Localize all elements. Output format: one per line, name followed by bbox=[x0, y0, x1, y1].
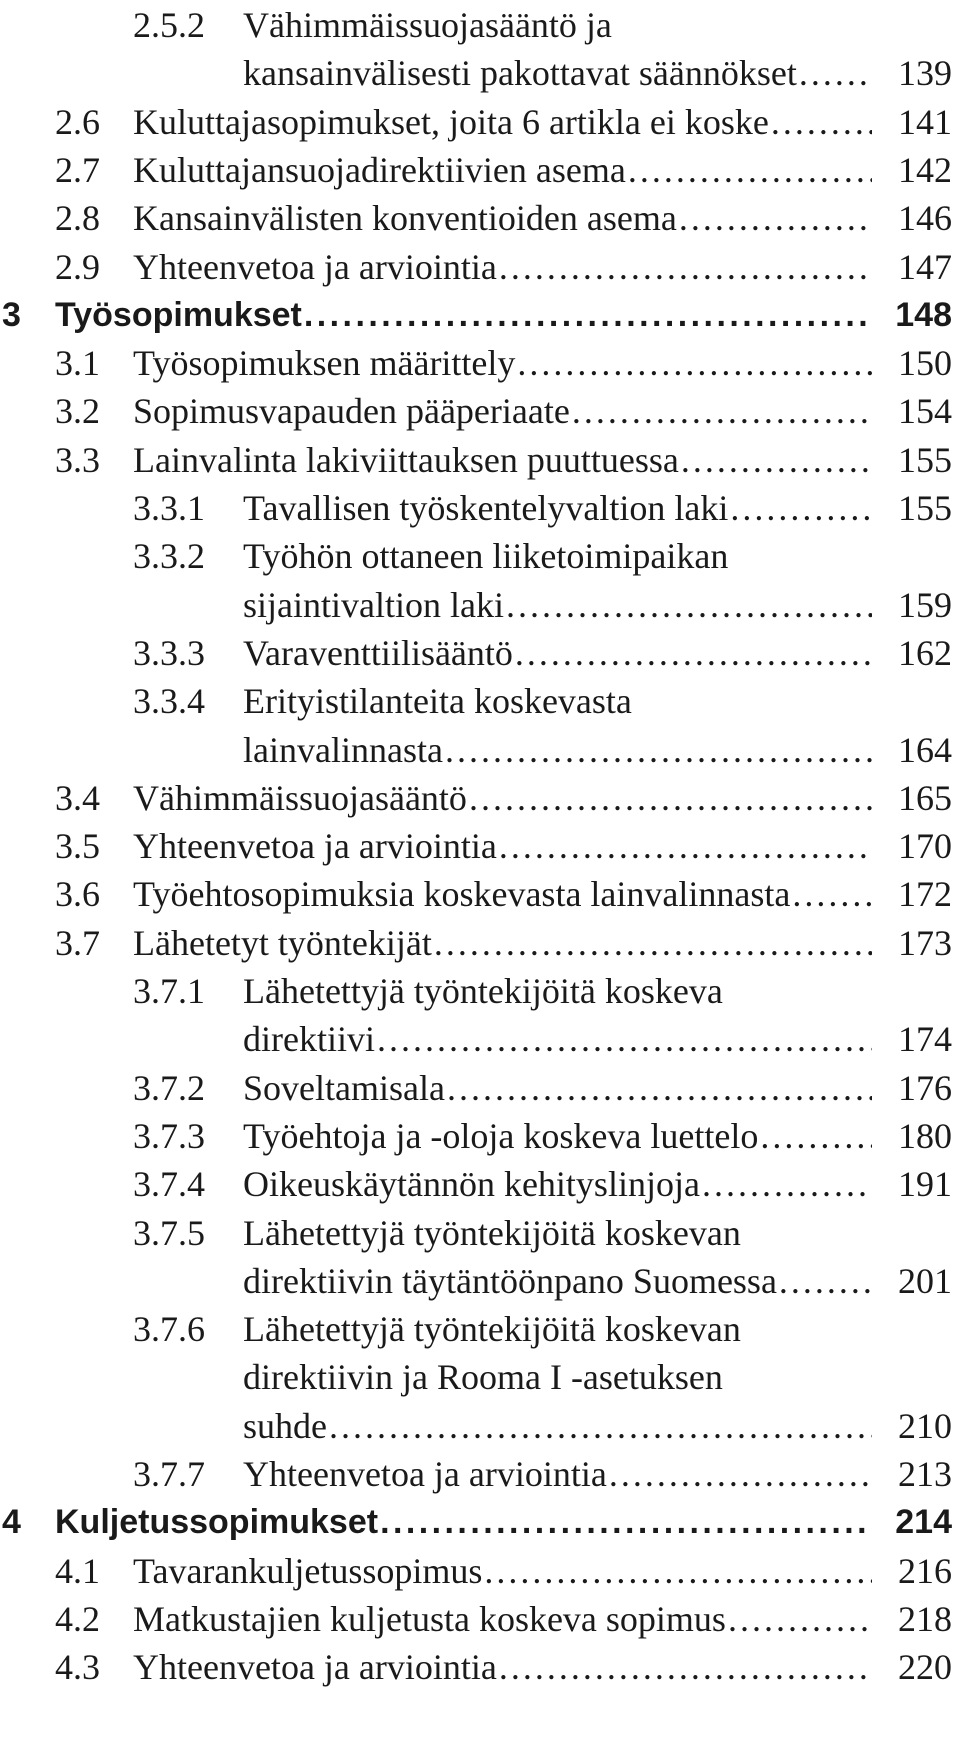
toc-line bbox=[0, 0, 960, 50]
toc-page-number: 147 bbox=[898, 246, 952, 287]
dot-leader bbox=[728, 483, 872, 533]
toc-title: Työehtosopimuksia koskevasta lainvalinnasta bbox=[133, 874, 791, 915]
dot-leader bbox=[513, 628, 872, 678]
toc-line bbox=[0, 869, 960, 919]
toc-page-number: 176 bbox=[898, 1067, 952, 1108]
toc-title: Lähetettyjä työntekijöitä koskevan bbox=[243, 1309, 741, 1350]
toc-title-wrap bbox=[243, 1304, 872, 1354]
toc-line bbox=[0, 435, 960, 485]
toc-title-wrap bbox=[243, 1111, 872, 1161]
toc-title-wrap bbox=[133, 145, 872, 195]
dot-leader bbox=[327, 1401, 872, 1451]
toc-title-wrap bbox=[133, 773, 872, 823]
toc-number: 4.1 bbox=[55, 1550, 100, 1591]
toc-title: Sopimusvapauden pääperiaate bbox=[133, 391, 570, 432]
toc-line bbox=[0, 628, 960, 678]
toc-line bbox=[0, 1208, 960, 1258]
toc-page-number: 172 bbox=[898, 874, 952, 915]
toc-line bbox=[0, 1063, 960, 1113]
toc-title: Työehtoja ja -oloja koskeva luettelo bbox=[243, 1115, 759, 1156]
toc-line bbox=[0, 1642, 960, 1692]
toc-number: 4.3 bbox=[55, 1647, 100, 1688]
dot-leader bbox=[504, 580, 872, 630]
toc-title-wrap bbox=[243, 1159, 872, 1209]
toc-line bbox=[0, 821, 960, 871]
dot-leader bbox=[497, 242, 872, 292]
toc-title-wrap bbox=[133, 242, 872, 292]
toc-number: 3.7.3 bbox=[133, 1115, 205, 1156]
toc-number: 3.3.2 bbox=[133, 536, 205, 577]
toc-title: Työhön ottaneen liiketoimipaikan bbox=[243, 536, 729, 577]
toc-page-number: 148 bbox=[895, 295, 952, 334]
toc-number: 3.3 bbox=[55, 439, 100, 480]
toc-title: Kuluttajasopimukset, joita 6 artikla ei koske bbox=[133, 101, 769, 142]
dot-leader bbox=[777, 1256, 872, 1306]
toc-title-wrap bbox=[243, 1014, 872, 1064]
dot-leader bbox=[797, 48, 872, 98]
toc-line bbox=[0, 1304, 960, 1354]
toc-line bbox=[0, 676, 960, 726]
toc-title: Lainvalinta lakiviittauksen puuttuessa bbox=[133, 439, 679, 480]
toc-page-number: 139 bbox=[898, 53, 952, 94]
toc-title: Tavallisen työskentelyvaltion laki bbox=[243, 488, 729, 528]
toc-title-wrap bbox=[55, 290, 872, 340]
dot-leader bbox=[790, 869, 872, 919]
toc-number: 3.7.6 bbox=[133, 1309, 205, 1350]
toc-line bbox=[0, 1111, 960, 1161]
toc-line bbox=[0, 1449, 960, 1499]
toc-title: Matkustajien kuljetusta koskeva sopimus bbox=[133, 1598, 726, 1639]
toc-number: 3.3.1 bbox=[133, 488, 205, 528]
dot-leader bbox=[626, 145, 872, 195]
toc-title-wrap bbox=[133, 1594, 872, 1644]
toc-title-wrap bbox=[243, 1449, 872, 1499]
toc-page-number: 220 bbox=[898, 1647, 952, 1688]
toc-number: 2.6 bbox=[55, 101, 100, 142]
toc-title: sijaintivaltion laki bbox=[243, 584, 504, 625]
toc-line bbox=[0, 1014, 960, 1064]
dot-leader bbox=[378, 1497, 872, 1547]
toc-number: 2.7 bbox=[55, 149, 100, 190]
toc-page-number: 154 bbox=[898, 391, 952, 432]
toc-title-wrap bbox=[243, 483, 872, 533]
toc-title: lainvalinnasta bbox=[243, 729, 443, 770]
toc-number: 3.7.7 bbox=[133, 1454, 205, 1494]
dot-leader bbox=[443, 725, 872, 775]
toc-title: Kansainvälisten konventioiden asema bbox=[133, 198, 677, 239]
toc-line bbox=[0, 580, 960, 630]
toc-page-number: 213 bbox=[898, 1454, 952, 1494]
toc-title-wrap bbox=[243, 1256, 872, 1306]
toc-title: Lähetettyjä työntekijöitä koskeva bbox=[243, 971, 723, 1011]
toc-number: 3.1 bbox=[55, 343, 100, 384]
toc-title: Yhteenvetoa ja arviointia bbox=[243, 1454, 607, 1494]
toc-title-wrap bbox=[243, 725, 872, 775]
toc-line bbox=[0, 1546, 960, 1596]
toc-title: Yhteenvetoa ja arviointia bbox=[133, 1647, 497, 1688]
dot-leader bbox=[445, 1063, 872, 1113]
toc-title: Työsopimukset bbox=[55, 295, 302, 334]
toc-title: Työsopimuksen määrittely bbox=[133, 343, 516, 384]
toc-title-wrap bbox=[243, 1208, 872, 1258]
toc-title-wrap bbox=[133, 869, 872, 919]
toc-title-wrap bbox=[243, 966, 872, 1016]
toc-title: kansainvälisesti pakottavat säännökset bbox=[243, 53, 797, 94]
toc-line bbox=[0, 1256, 960, 1306]
toc-page-number: 159 bbox=[898, 584, 952, 625]
toc-page-number: 210 bbox=[898, 1405, 952, 1446]
toc-page-number: 180 bbox=[898, 1115, 952, 1156]
toc-page-number: 191 bbox=[898, 1164, 952, 1205]
dot-leader bbox=[467, 773, 872, 823]
toc-number: 3.3.3 bbox=[133, 632, 205, 673]
toc-page-number: 214 bbox=[895, 1503, 952, 1542]
toc-line bbox=[0, 483, 960, 533]
toc-number: 2.5.2 bbox=[133, 5, 205, 45]
toc-title-wrap bbox=[133, 193, 872, 243]
dot-leader bbox=[482, 1546, 872, 1596]
toc-page-number: 170 bbox=[898, 826, 952, 867]
toc-number: 4.2 bbox=[55, 1598, 100, 1639]
dot-leader bbox=[515, 338, 872, 388]
toc-number: 3.7 bbox=[55, 922, 100, 963]
dot-leader bbox=[497, 1642, 872, 1692]
toc-title-wrap bbox=[243, 1352, 872, 1402]
toc-line bbox=[0, 48, 960, 98]
dot-leader bbox=[497, 821, 872, 871]
toc-title-wrap bbox=[243, 0, 872, 50]
toc-title: direktiivin täytäntöönpano Suomessa bbox=[243, 1260, 777, 1301]
toc-title-wrap bbox=[243, 580, 872, 630]
toc-title: direktiivin ja Rooma I -asetuksen bbox=[243, 1357, 723, 1398]
toc-line bbox=[0, 918, 960, 968]
toc-title-wrap bbox=[133, 338, 872, 388]
toc-page-number: 165 bbox=[898, 777, 952, 818]
toc-title-wrap bbox=[133, 1546, 872, 1596]
toc-number: 3.3.4 bbox=[133, 681, 205, 722]
dot-leader bbox=[375, 1014, 872, 1064]
toc-title: Vähimmäissuojasääntö ja bbox=[243, 5, 612, 45]
toc-title: suhde bbox=[243, 1405, 327, 1446]
toc-title: Vähimmäissuojasääntö bbox=[133, 777, 467, 818]
toc-number: 3.5 bbox=[55, 826, 100, 867]
toc-page-number: 142 bbox=[898, 149, 952, 190]
dot-leader bbox=[677, 193, 872, 243]
toc-page-number: 150 bbox=[898, 343, 952, 384]
toc-title-wrap bbox=[243, 48, 872, 98]
toc-page-number: 216 bbox=[898, 1550, 952, 1591]
toc-title-wrap bbox=[243, 531, 872, 581]
toc-title: Yhteenvetoa ja arviointia bbox=[133, 826, 497, 867]
toc-page-number: 146 bbox=[898, 198, 952, 239]
toc-title: Yhteenvetoa ja arviointia bbox=[133, 246, 497, 287]
toc-title: Erityistilanteita koskevasta bbox=[243, 681, 632, 722]
dot-leader bbox=[679, 435, 872, 485]
toc-number: 3.7.5 bbox=[133, 1212, 205, 1253]
toc-title: Tavarankuljetussopimus bbox=[133, 1550, 483, 1591]
toc-title-wrap bbox=[133, 386, 872, 436]
dot-leader bbox=[726, 1594, 872, 1644]
toc-line bbox=[0, 1594, 960, 1644]
toc-number: 3.4 bbox=[55, 777, 100, 818]
toc-number: 2.9 bbox=[55, 246, 100, 287]
dot-leader bbox=[302, 290, 872, 340]
toc-title-wrap bbox=[243, 1401, 872, 1451]
toc-number: 3.2 bbox=[55, 391, 100, 432]
toc-page-number: 218 bbox=[898, 1598, 952, 1639]
toc-line bbox=[0, 1401, 960, 1451]
toc-line bbox=[0, 145, 960, 195]
toc-line bbox=[0, 773, 960, 823]
toc-title: Kuluttajansuojadirektiivien asema bbox=[133, 149, 626, 190]
toc-title: direktiivi bbox=[243, 1019, 375, 1060]
toc-page-number: 164 bbox=[898, 729, 952, 770]
toc-title-wrap bbox=[133, 435, 872, 485]
toc-page-number: 201 bbox=[898, 1260, 952, 1301]
toc-title-wrap bbox=[243, 628, 872, 678]
toc-number: 3.7.1 bbox=[133, 971, 205, 1011]
toc-line bbox=[0, 290, 960, 340]
toc-title: Lähetettyjä työntekijöitä koskevan bbox=[243, 1212, 741, 1253]
dot-leader bbox=[570, 386, 872, 436]
toc-number: 3.7.4 bbox=[133, 1164, 205, 1205]
toc-title-wrap bbox=[133, 1642, 872, 1692]
toc-title-wrap bbox=[243, 676, 872, 726]
toc-line bbox=[0, 966, 960, 1016]
dot-leader bbox=[607, 1449, 872, 1499]
toc-title: Varaventtiilisääntö bbox=[243, 632, 513, 673]
dot-leader bbox=[758, 1111, 872, 1161]
toc-title: Lähetetyt työntekijät bbox=[133, 922, 432, 963]
dot-leader bbox=[700, 1159, 872, 1209]
toc-title-wrap bbox=[133, 918, 872, 968]
toc-line bbox=[0, 1497, 960, 1547]
toc-number: 3.6 bbox=[55, 874, 100, 915]
toc-title-wrap bbox=[133, 97, 872, 147]
toc-title-wrap bbox=[55, 1497, 872, 1547]
toc-page-number: 174 bbox=[898, 1019, 952, 1060]
dot-leader bbox=[432, 918, 872, 968]
toc-page-number: 173 bbox=[898, 922, 952, 963]
toc-line bbox=[0, 725, 960, 775]
toc-line bbox=[0, 97, 960, 147]
toc-number: 3.7.2 bbox=[133, 1067, 205, 1108]
toc-line bbox=[0, 242, 960, 292]
toc-title-wrap bbox=[243, 1063, 872, 1113]
toc-title-wrap bbox=[133, 821, 872, 871]
toc-page-number: 141 bbox=[898, 101, 952, 142]
toc-line bbox=[0, 1159, 960, 1209]
toc-line bbox=[0, 338, 960, 388]
toc-number: 2.8 bbox=[55, 198, 100, 239]
toc-page-number: 155 bbox=[898, 488, 952, 528]
toc-title: Oikeuskäytännön kehityslinjoja bbox=[243, 1164, 700, 1205]
toc-title: Soveltamisala bbox=[243, 1067, 445, 1108]
dot-leader bbox=[769, 97, 872, 147]
toc-number: 3 bbox=[2, 295, 21, 334]
toc-line bbox=[0, 531, 960, 581]
toc-number: 4 bbox=[2, 1503, 21, 1542]
toc-line bbox=[0, 1352, 960, 1402]
toc-line bbox=[0, 386, 960, 436]
toc-page-number: 155 bbox=[898, 439, 952, 480]
toc-line bbox=[0, 193, 960, 243]
toc-title: Kuljetussopimukset bbox=[55, 1503, 379, 1542]
toc-page-number: 162 bbox=[898, 632, 952, 673]
